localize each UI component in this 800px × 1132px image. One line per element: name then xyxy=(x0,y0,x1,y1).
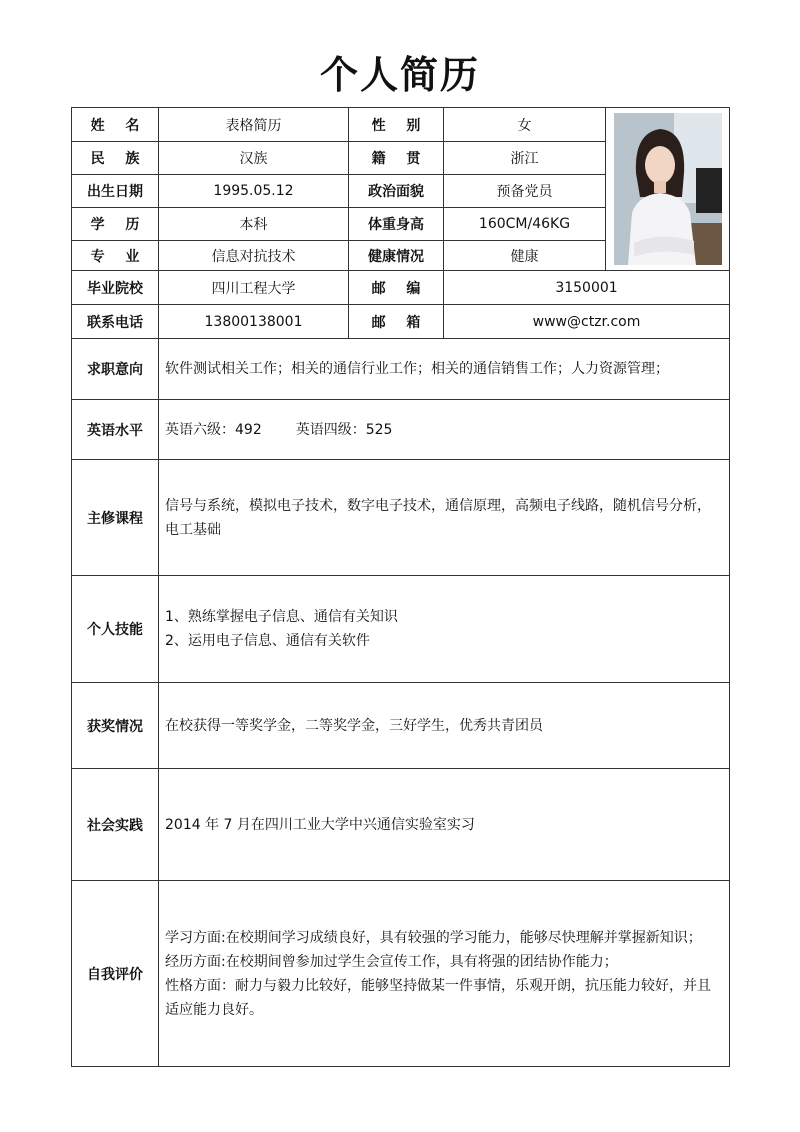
origin-value: 浙江 xyxy=(444,142,606,175)
profile-photo-art xyxy=(614,113,722,265)
postcode-label: 邮 编 xyxy=(349,271,444,305)
english-cet6: 英语六级：492 xyxy=(165,421,262,438)
ethnicity-value: 汉族 xyxy=(159,142,349,175)
evaluation-line-1: 学习方面:在校期间学习成绩良好，具有较强的学习能力，能够尽快理解并掌握新知识； xyxy=(165,929,702,946)
email-label: 邮 箱 xyxy=(349,305,444,339)
courses-label: 主修课程 xyxy=(72,460,159,576)
page-title: 个人简历 xyxy=(319,52,480,97)
politics-label: 政治面貌 xyxy=(349,175,444,208)
health-label: 健康情况 xyxy=(349,241,444,271)
skills-label: 个人技能 xyxy=(72,576,159,683)
email-value: www@ctzr.com xyxy=(444,305,730,339)
birth-value: 1995.05.12 xyxy=(159,175,349,208)
practice-label: 社会实践 xyxy=(72,769,159,881)
awards-text: 在校获得一等奖学金，二等奖学金，三好学生，优秀共青团员 xyxy=(159,683,730,769)
english-cell xyxy=(159,400,730,460)
body-value: 160CM/46KG xyxy=(444,208,606,241)
gender-label: 性 别 xyxy=(349,108,444,142)
photo-cell xyxy=(606,108,730,271)
evaluation-cell xyxy=(159,881,730,1067)
evaluation-label: 自我评价 xyxy=(72,881,159,1067)
profile-photo xyxy=(614,113,722,265)
education-value: 本科 xyxy=(159,208,349,241)
name-label: 姓 名 xyxy=(72,108,159,142)
politics-value: 预备党员 xyxy=(444,175,606,208)
practice-text: 2014 年 7 月在四川工业大学中兴通信实验室实习 xyxy=(159,769,730,881)
objective-text: 软件测试相关工作；相关的通信行业工作；相关的通信销售工作；人力资源管理； xyxy=(159,339,730,400)
education-label: 学 历 xyxy=(72,208,159,241)
school-value: 四川工程大学 xyxy=(159,271,349,305)
birth-label: 出生日期 xyxy=(72,175,159,208)
school-label: 毕业院校 xyxy=(72,271,159,305)
skills-item-2: 2、运用电子信息、通信有关软件 xyxy=(165,633,370,649)
postcode-value: 3150001 xyxy=(444,271,730,305)
resume-table xyxy=(71,107,730,1067)
skills-item-1: 1、熟练掌握电子信息、通信有关知识 xyxy=(165,609,398,625)
phone-value: 13800138001 xyxy=(159,305,349,339)
body-label: 体重身高 xyxy=(349,208,444,241)
english-label: 英语水平 xyxy=(72,400,159,460)
skills-cell xyxy=(159,576,730,683)
evaluation-line-2: 经历方面:在校期间曾参加过学生会宣传工作，具有将强的团结协作能力； xyxy=(165,953,618,970)
major-label: 专 业 xyxy=(72,241,159,271)
evaluation-line-3: 性格方面：耐力与毅力比较好，能够坚持做某一件事情，乐观开朗，抗压能力较好，并且适应能力良好。 xyxy=(165,977,711,1018)
phone-label: 联系电话 xyxy=(72,305,159,339)
name-value: 表格简历 xyxy=(159,108,349,142)
objective-label: 求职意向 xyxy=(72,339,159,400)
gender-value: 女 xyxy=(444,108,606,142)
origin-label: 籍 贯 xyxy=(349,142,444,175)
awards-label: 获奖情况 xyxy=(72,683,159,769)
ethnicity-label: 民 族 xyxy=(72,142,159,175)
major-value: 信息对抗技术 xyxy=(159,241,349,271)
health-value: 健康 xyxy=(444,241,606,271)
english-cet4: 英语四级：525 xyxy=(295,421,393,438)
courses-text: 信号与系统，模拟电子技术，数字电子技术，通信原理，高频电子线路，随机信号分析，电工基础 xyxy=(159,460,730,576)
